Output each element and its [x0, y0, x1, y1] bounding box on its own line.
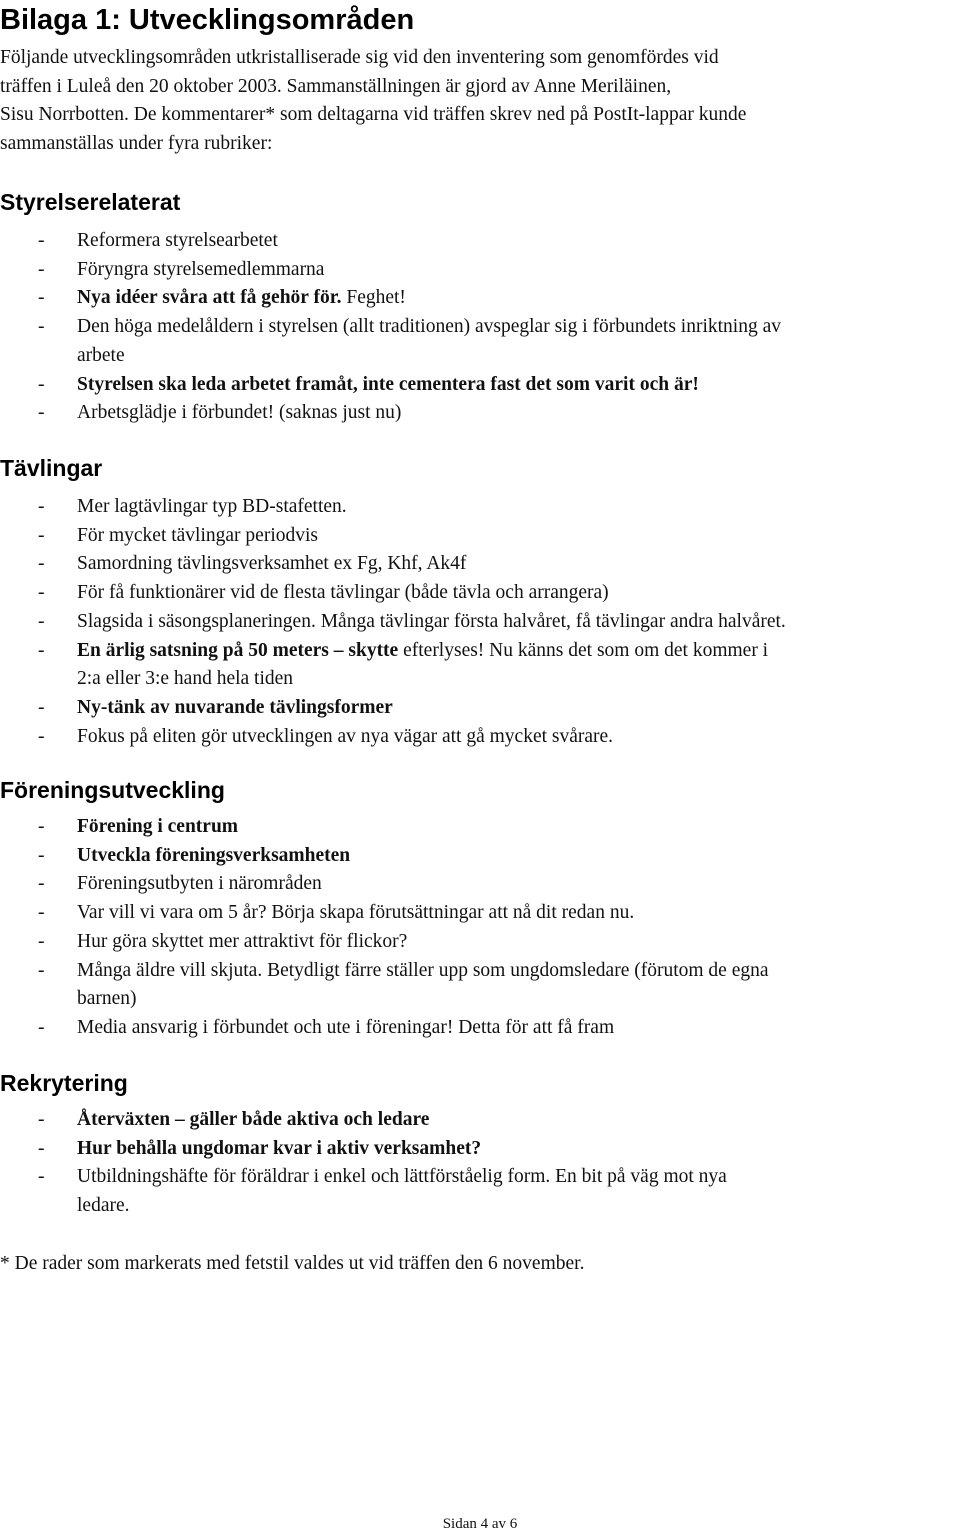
list-item [0, 284, 960, 313]
item-text: För få funktionärer vid de flesta tävlingar (både tävla och arrangera) [77, 582, 609, 604]
item-text: Föreningsutbyten i närområden [77, 873, 322, 895]
list-item [0, 256, 960, 285]
list-item [0, 928, 960, 957]
dash-bullet: - [38, 930, 45, 952]
page-number: Sidan 4 av 6 [442, 1516, 518, 1532]
dash-bullet: - [38, 902, 45, 924]
item-text: Arbetsglädje i förbundet! (saknas just nu) [77, 402, 402, 424]
list-item [0, 579, 960, 608]
list-foreningsutveckling [0, 813, 960, 1043]
list-item [0, 1106, 960, 1135]
section-heading-tavlingar: Tävlingar [0, 455, 103, 481]
dash-bullet: - [38, 1166, 45, 1188]
item-text: Feghet! [341, 287, 406, 309]
list-item [0, 899, 960, 928]
item-text-bold: Utveckla föreningsverksamheten [77, 844, 351, 866]
item-text-bold: Återväxten – gäller både aktiva och ledare [77, 1109, 430, 1130]
list-item [0, 723, 960, 752]
list-item [0, 1163, 960, 1220]
intro-line: sammanställas under fyra rubriker: [0, 133, 273, 155]
list-item [0, 399, 960, 428]
list-item [0, 842, 960, 871]
item-text: Hur göra skyttet mer attraktivt för flickor? [77, 930, 408, 952]
item-text-bold: Ny-tänk av nuvarande tävlingsformer [77, 696, 393, 718]
item-text: barnen) [77, 988, 137, 1010]
item-text: Var vill vi vara om 5 år? Börja skapa förutsättningar att nå dit redan nu. [77, 902, 635, 924]
item-text: Samordning tävlingsverksamhet ex Fg, Khf, Ak4f [77, 553, 467, 575]
dash-bullet: - [38, 230, 45, 251]
item-text: Utbildningshäfte för föräldrar i enkel och lättförståelig form. En bit på väg mot nya [77, 1166, 727, 1188]
item-text-bold: En ärlig satsning på 50 meters – skytte [77, 639, 399, 661]
footnote: * De rader som markerats med fetstil valdes ut vid träffen den 6 november. [0, 1253, 585, 1274]
item-text: För mycket tävlingar periodvis [77, 524, 318, 546]
item-text: ledare. [77, 1195, 130, 1217]
item-text: Slagsida i säsongsplaneringen. Många tävlingar första halvåret, få tävlingar andra halvåret. [77, 610, 786, 632]
list-rekrytering [0, 1106, 960, 1221]
item-text-bold: Hur behålla ungdomar kvar i aktiv verksamhet? [77, 1137, 482, 1159]
list-item [0, 870, 960, 899]
intro-line: Sisu Norrbotten. De kommentarer* som deltagarna vid träffen skrev ned på PostIt-lappar kunde [0, 104, 747, 126]
list-item [0, 957, 960, 1014]
dash-bullet: - [38, 402, 45, 424]
dash-bullet: - [38, 610, 45, 632]
list-item [0, 1135, 960, 1164]
section-heading-styrelserelaterat: Styrelserelaterat [0, 189, 181, 215]
list-item [0, 522, 960, 551]
dash-bullet: - [38, 316, 45, 338]
dash-bullet: - [38, 639, 45, 661]
dash-bullet: - [38, 258, 45, 280]
item-text: Mer lagtävlingar typ BD-stafetten. [77, 496, 347, 517]
dash-bullet: - [38, 373, 45, 395]
item-text: 2:a eller 3:e hand hela tiden [77, 668, 294, 690]
intro-line: Följande utvecklingsområden utkristalliserade sig vid den inventering som genomfördes vid [0, 47, 719, 68]
item-text: Reformera styrelsearbetet [77, 230, 278, 251]
dash-bullet: - [38, 959, 45, 981]
item-text: arbete [77, 344, 125, 366]
dash-bullet: - [38, 553, 45, 575]
list-item [0, 227, 960, 256]
dash-bullet: - [38, 1137, 45, 1159]
list-item [0, 1014, 960, 1043]
dash-bullet: - [38, 582, 45, 604]
list-styrelserelaterat [0, 227, 960, 428]
list-item [0, 550, 960, 579]
item-text: Fokus på eliten gör utvecklingen av nya vägar att gå mycket svårare. [77, 725, 614, 747]
item-text-bold: Förening i centrum [77, 816, 239, 837]
dash-bullet: - [38, 1016, 45, 1038]
section-heading-rekrytering: Rekrytering [0, 1070, 128, 1096]
list-item [0, 813, 960, 842]
item-text: Den höga medelåldern i styrelsen (allt traditionen) avspeglar sig i förbundets inriktning av [77, 316, 781, 338]
item-text: Många äldre vill skjuta. Betydligt färre ställer upp som ungdomsledare (förutom de egna [77, 959, 769, 981]
dash-bullet: - [38, 844, 45, 866]
list-item [0, 371, 960, 400]
list-item [0, 313, 960, 370]
list-tavlingar [0, 493, 960, 751]
dash-bullet: - [38, 816, 45, 837]
dash-bullet: - [38, 696, 45, 718]
item-text-bold: Styrelsen ska leda arbetet framåt, inte cementera fast det som varit och är! [77, 373, 699, 395]
dash-bullet: - [38, 873, 45, 895]
item-text-bold: Nya idéer svåra att få gehör för. [77, 287, 342, 309]
item-text: efterlyses! Nu känns det som om det kommer i [398, 639, 769, 661]
dash-bullet: - [38, 725, 45, 747]
dash-bullet: - [38, 287, 45, 309]
intro-paragraph [0, 44, 956, 159]
intro-line: träffen i Luleå den 20 oktober 2003. Sammanställningen är gjord av Anne Meriläinen, [0, 75, 672, 97]
dash-bullet: - [38, 524, 45, 546]
list-item [0, 694, 960, 723]
item-text: Media ansvarig i förbundet och ute i föreningar! Detta för att få fram [77, 1016, 615, 1038]
list-item [0, 493, 960, 522]
section-heading-foreningsutveckling: Föreningsutveckling [0, 777, 225, 803]
item-text: Föryngra styrelsemedlemmarna [77, 258, 325, 280]
list-item [0, 608, 960, 637]
document-title: Bilaga 1: Utvecklingsområden [0, 4, 415, 36]
dash-bullet: - [38, 496, 45, 517]
list-item [0, 637, 960, 694]
dash-bullet: - [38, 1109, 45, 1130]
